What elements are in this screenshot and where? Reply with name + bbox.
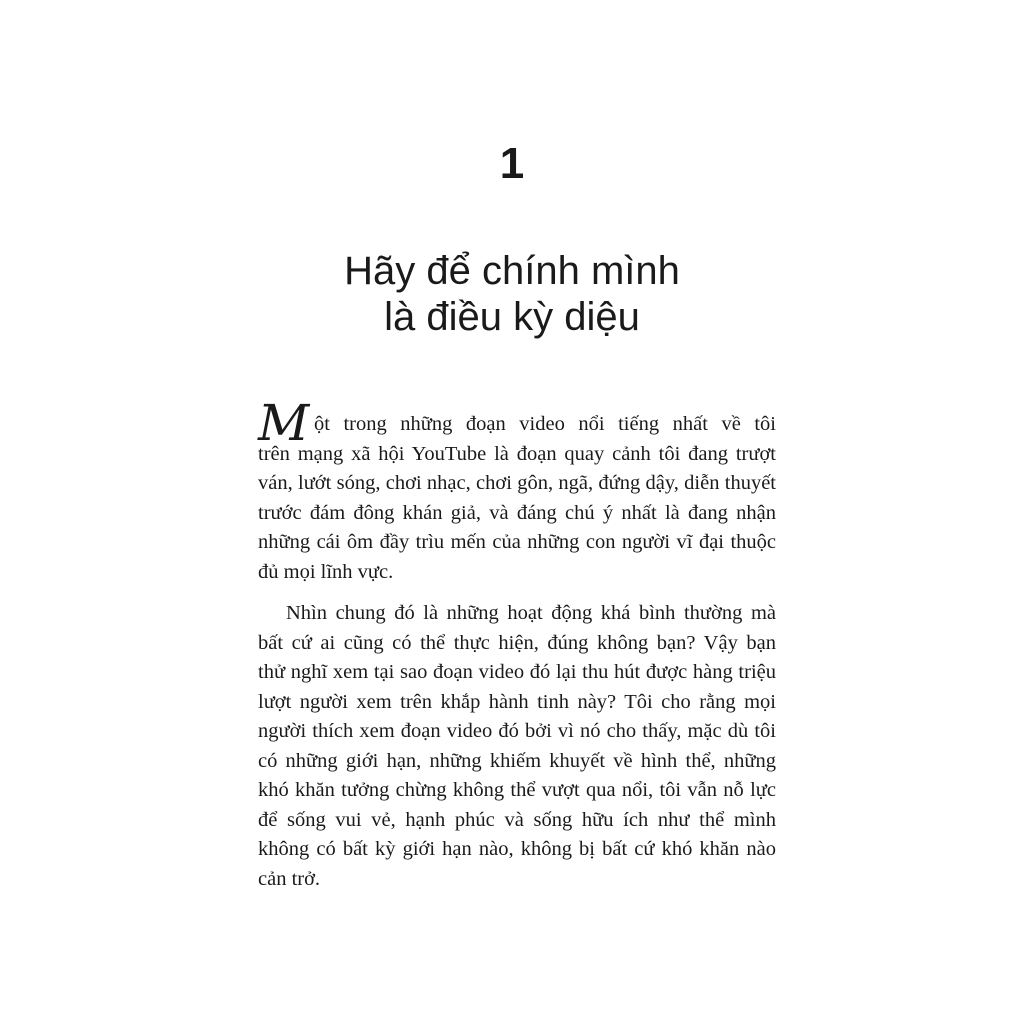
paragraph-2-line-3: thử nghĩ xem tại sao đoạn video đó lại thu hút được hàng triệu [258, 661, 776, 683]
paragraph-2-line-5: người thích xem đoạn video đó bởi vì nó cho thấy, mặc dù tôi [258, 720, 776, 742]
paragraph-2 [258, 599, 776, 894]
paragraph-2-line-9: không có bất kỳ giới hạn nào, không bị bất cứ khó khăn nào [258, 838, 776, 860]
paragraph-2-line-10: cản trở. [258, 867, 321, 890]
body-text [258, 394, 776, 906]
paragraph-1-line-4: trước đám đông khán giả, và đáng chú ý nhất là đang nhận [258, 501, 776, 524]
paragraph-2-line-4: lượt người xem trên khắp hành tinh này? Tôi cho rằng mọi [258, 690, 776, 713]
paragraph-1-line-5: những cái ôm đầy trìu mến của những con người vĩ đại thuộc [258, 531, 776, 553]
drop-cap: M [258, 394, 310, 452]
paragraph-1-line-2: trên mạng xã hội YouTube là đoạn quay cảnh tôi đang trượt [258, 442, 776, 465]
chapter-title-line-1: Hãy để chính mình [344, 249, 680, 293]
paragraph-1-line-6: đủ mọi lĩnh vực. [258, 560, 394, 583]
paragraph-2-line-7: khó khăn tưởng chừng không thể vượt qua nổi, tôi vẫn nỗ lực [258, 779, 776, 801]
paragraph-1-line-3: ván, lướt sóng, chơi nhạc, chơi gôn, ngã, đứng dậy, diễn thuyết [258, 472, 776, 494]
paragraph-2-line-6: có những giới hạn, những khiếm khuyết về hình thể, những [258, 749, 776, 772]
paragraph-2-line-1: Nhìn chung đó là những hoạt động khá bình thường mà [286, 602, 776, 624]
chapter-title [0, 248, 1024, 340]
paragraph-1-line-1 [258, 394, 776, 452]
paragraph-1 [258, 394, 776, 587]
paragraph-1-line-1-text: ột trong những đoạn video nổi tiếng nhất về tôi [314, 413, 776, 435]
paragraph-2-line-2: bất cứ ai cũng có thể thực hiện, đúng không bạn? Vậy bạn [258, 631, 776, 654]
chapter-number: 1 [499, 139, 525, 188]
paragraph-2-line-8: để sống vui vẻ, hạnh phúc và sống hữu ích như thể mình [258, 808, 776, 831]
chapter-title-line-2: là điều kỳ diệu [384, 295, 640, 339]
